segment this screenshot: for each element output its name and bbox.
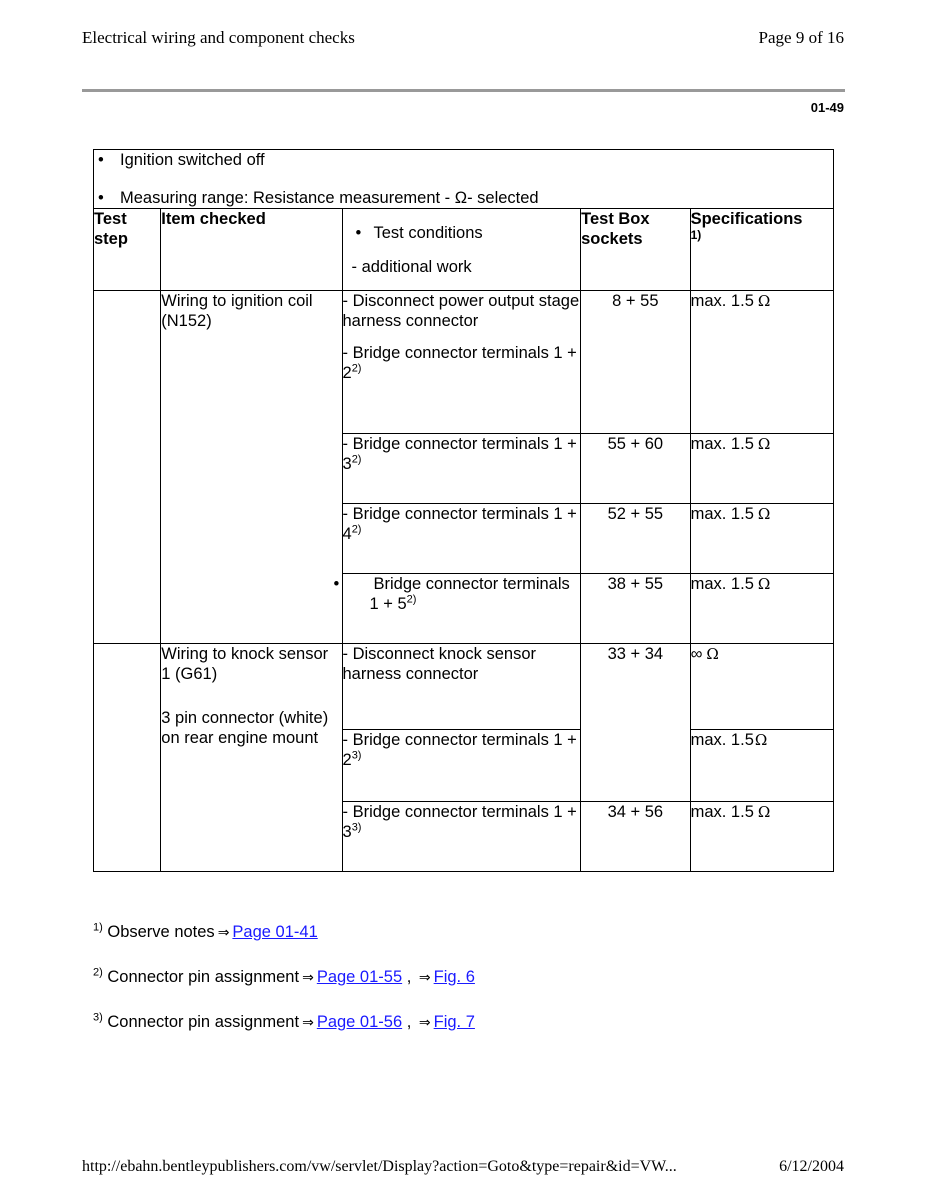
- arrow-icon: ⇒: [302, 970, 314, 986]
- ohm-icon: Ω: [757, 803, 771, 821]
- spec-cell: ∞ Ω: [690, 644, 833, 730]
- bullet-icon: •: [355, 224, 362, 242]
- spec-cell: max. 1.5 Ω: [690, 802, 833, 872]
- arrow-icon: ⇒: [418, 1015, 431, 1031]
- precondition-item: • Measuring range: Resistance measurement - Ω- selected: [94, 188, 833, 208]
- preconditions-row: [94, 150, 834, 209]
- sockets-cell: 52 + 55: [581, 504, 690, 574]
- page-link[interactable]: Page 01-56: [316, 1013, 403, 1031]
- arrow-icon: ⇒: [217, 925, 230, 941]
- footnote: $^{1)}$ Observe notes ⇒ Page 01-41: [93, 921, 318, 941]
- document-title: Electrical wiring and component checks: [82, 28, 355, 47]
- arrow-icon: ⇒: [302, 1015, 314, 1031]
- ohm-icon: Ω: [757, 575, 771, 593]
- header-item-checked: Item checked: [161, 209, 342, 291]
- item-checked-cell: Wiring to ignition coil (N152): [161, 291, 342, 644]
- ohm-icon: Ω: [754, 731, 768, 749]
- table-row: [94, 291, 834, 434]
- header-row: [94, 209, 834, 291]
- spec-cell: max. 1.5 Ω: [690, 291, 833, 434]
- bullet-icon: •: [98, 151, 104, 169]
- page-link[interactable]: Page 01-55: [316, 968, 403, 986]
- condition-cell: - Disconnect power output stage harness connector - Bridge connector terminals $1 + 2^{2)}$: [342, 291, 581, 434]
- footer-date: 6/12/2004: [779, 1158, 844, 1175]
- document-number: 01-49: [810, 100, 844, 115]
- sockets-cell: 55 + 60: [581, 434, 690, 504]
- sockets-cell: 34 + 56: [581, 802, 690, 872]
- condition-cell: - Bridge connector terminals $1 + 3^{3)}$: [342, 802, 581, 872]
- condition-cell: - Bridge connector terminals $1 + 2^{3)}$: [342, 730, 581, 802]
- header-specifications: Specifications $^{1)}$: [690, 209, 833, 291]
- figure-link[interactable]: Fig. 6: [433, 968, 475, 986]
- footer-url: http://ebahn.bentleypublishers.com/vw/servlet/Display?action=Goto&type=repair&id=VW...: [82, 1158, 677, 1175]
- preconditions-cell: [94, 150, 834, 209]
- figure-link[interactable]: Fig. 7: [433, 1013, 475, 1031]
- condition-cell: - Bridge connector terminals $1 + 3^{2)}$: [342, 434, 581, 504]
- page-link[interactable]: Page 01-41: [232, 923, 318, 941]
- spec-cell: max. 1.5 Ω: [690, 434, 833, 504]
- condition-cell: • Bridge connector terminals $1 + 5^{2)}$: [342, 574, 581, 644]
- sockets-cell: 8 + 55: [581, 291, 690, 434]
- bullet-icon: •: [333, 575, 340, 593]
- header-test-conditions: • Test conditions - additional work: [342, 209, 581, 291]
- precondition-item: • Ignition switched off: [94, 150, 833, 170]
- test-step-cell: [94, 291, 161, 644]
- spec-cell: max. 1.5 Ω: [690, 574, 833, 644]
- ohm-icon: Ω: [757, 435, 771, 453]
- ohm-icon: Ω: [706, 645, 719, 663]
- arrow-icon: ⇒: [418, 970, 431, 986]
- ohm-icon: Ω: [757, 292, 771, 310]
- spec-cell: max. 1.5 Ω: [690, 504, 833, 574]
- table-row: [94, 644, 834, 730]
- footnote: $^{2)}$ Connector pin assignment ⇒ Page 01-55 , ⇒ Fig. 6: [93, 966, 475, 986]
- footnote: $^{3)}$ Connector pin assignment ⇒ Page 01-56 , ⇒ Fig. 7: [93, 1011, 475, 1031]
- condition-cell: - Bridge connector terminals $1 + 4^{2)}$: [342, 504, 581, 574]
- header-test-step: Test step: [94, 209, 161, 291]
- bullet-icon: •: [98, 189, 104, 207]
- test-table: [93, 149, 834, 872]
- page-indicator: Page 9 of 16: [758, 28, 844, 47]
- sockets-cell: 33 + 34: [581, 644, 690, 802]
- header-sockets: Test Box sockets: [581, 209, 690, 291]
- test-step-cell: [94, 644, 161, 872]
- spec-cell: max. 1.5Ω: [690, 730, 833, 802]
- item-checked-cell: Wiring to knock sensor 1 (G61) 3 pin connector (white) on rear engine mount: [161, 644, 342, 872]
- condition-cell: - Disconnect knock sensor harness connector: [342, 644, 581, 730]
- ohm-icon: Ω: [757, 505, 771, 523]
- sockets-cell: 38 + 55: [581, 574, 690, 644]
- header-divider: [82, 89, 845, 92]
